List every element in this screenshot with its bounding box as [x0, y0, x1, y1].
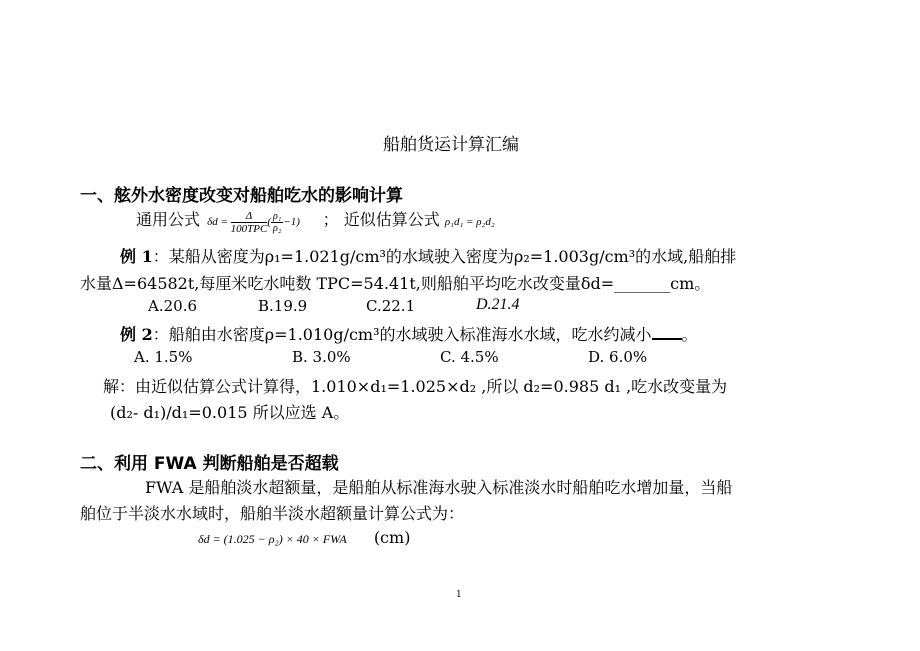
example-2-option-d: D. 6.0%: [588, 348, 648, 366]
example-1-label: 例 1: [120, 247, 153, 266]
example-1-option-b: B.19.9: [258, 297, 308, 315]
example-1-option-a: A.20.6: [148, 297, 197, 315]
example-1-line-1: [120, 244, 736, 267]
general-formula-label: 通用公式: [136, 210, 201, 229]
example-1-option-d: D.21.4: [476, 296, 520, 313]
solution-line-1: 解：由近似估算公式计算得，1.010×d₁=1.025×d₂ ,所以 d₂=0.985 d₁ ,吃水改变量为: [103, 377, 728, 396]
section-2-paragraph-line-1: FWA 是船舶淡水超额量，是船舶从标准海水驶入标准淡水时船舶吃水增加量，当船: [145, 478, 733, 497]
page-number: 1: [456, 590, 462, 600]
section-2-heading: 二、利用 FWA 判断船舶是否超载: [80, 454, 339, 474]
formula-line: [136, 207, 495, 235]
example-1-line-2: 水量Δ=64582t,每厘米吃水吨数 TPC=54.41t,则船舶平均吃水改变量δd=_______cm。: [80, 274, 711, 293]
example-1-option-c: C.22.1: [366, 297, 416, 315]
approx-formula-label: 近似估算公式: [343, 210, 440, 229]
general-formula-inner-fraction: $\frac{\text{ρ₁}}{\text{ρ₂}}$: [273, 210, 282, 234]
example-2-line: [120, 322, 698, 345]
example-2-text: ：船舶由水密度ρ=1.010g/cm³的水域驶入标准海水水域，吃水约减小: [152, 325, 652, 344]
example-2-option-c: C. 4.5%: [440, 348, 499, 366]
example-1-text-1: ：某船从密度为ρ₁=1.021g/cm³的水域驶入密度为ρ₂=1.003g/cm³的水域,船舶排: [152, 247, 737, 266]
general-formula-fraction: $\frac{\Delta}{\text{100TPC}}$: [230, 209, 268, 235]
fwa-formula-unit: (cm): [373, 528, 411, 547]
answer-blank: [652, 324, 682, 340]
section-2-paragraph-line-2: 舶位于半淡水水域时，船舶半淡水超额量计算公式为：: [80, 504, 465, 523]
example-2-option-a: A. 1.5%: [134, 348, 193, 366]
solution-line-2: (d₂- d₁)/d₁=0.015 所以应选 A。: [110, 403, 350, 422]
example-2-option-b: B. 3.0%: [292, 348, 351, 366]
document-title: 船舶货运计算汇编: [383, 135, 519, 155]
section-1-heading: 一、舷外水密度改变对船舶吃水的影响计算: [80, 186, 403, 206]
example-2-tail: 。: [681, 325, 698, 344]
formula-separator: ；: [322, 210, 339, 229]
example-2-label: 例 2: [120, 325, 153, 344]
fwa-formula-line: [198, 528, 410, 547]
approx-formula: ρ₁d₁ = ρ₂d₂: [444, 216, 495, 228]
fwa-formula: δd = (1.025 − ρ₂) × 40 × FWA: [198, 532, 347, 546]
general-formula: δd = $\frac{\Delta}{\text{100TPC}}$ ( $\frac{\text{ρ₁}}{\text{ρ₂}}$ −1): [207, 209, 300, 235]
